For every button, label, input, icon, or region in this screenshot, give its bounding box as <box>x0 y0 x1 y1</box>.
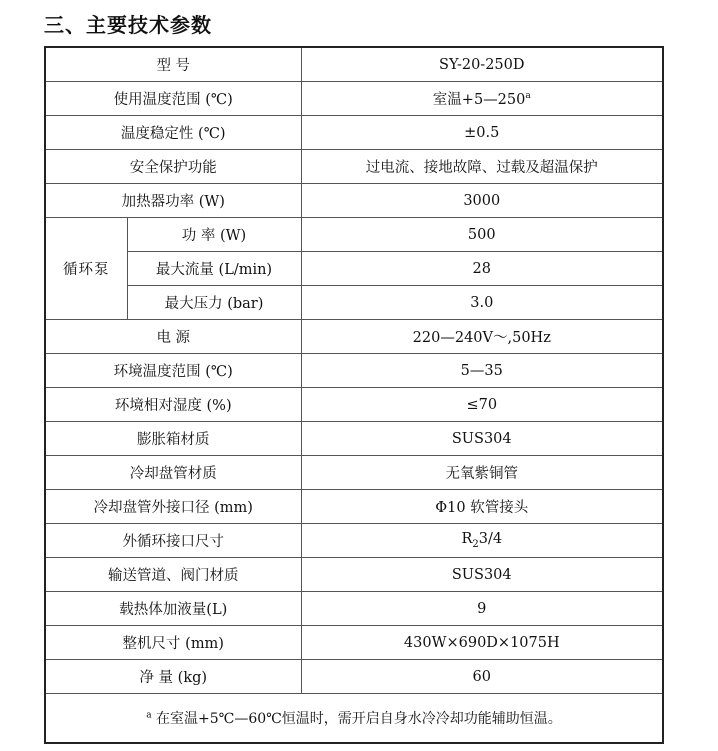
table-row <box>45 218 663 252</box>
spec-table <box>44 46 664 744</box>
table-row <box>45 184 663 218</box>
table-row <box>45 116 663 150</box>
value-text: R <box>461 531 473 548</box>
param-label: 安全保护功能 <box>45 150 301 184</box>
param-value: 9 <box>301 592 663 626</box>
param-label: 最大压力 (bar) <box>127 286 301 320</box>
table-row <box>45 286 663 320</box>
param-label: 电 源 <box>45 320 301 354</box>
param-value: 500 <box>301 218 663 252</box>
param-label: 冷却盘管外接口径 (mm) <box>45 490 301 524</box>
table-row <box>45 422 663 456</box>
param-label: 净 量 (kg) <box>45 660 301 694</box>
footnote-text: 在室温+5℃—60℃恒温时，需开启自身水冷冷却功能辅助恒温。 <box>151 711 562 727</box>
param-value <box>301 524 663 558</box>
param-label: 膨胀箱材质 <box>45 422 301 456</box>
table-row <box>45 490 663 524</box>
param-label: 环境相对湿度 (%) <box>45 388 301 422</box>
value-text: 室温+5—250 <box>432 92 526 108</box>
param-value: 无氧紫铜管 <box>301 456 663 490</box>
footnote-marker: a <box>525 91 531 102</box>
param-value: 28 <box>301 252 663 286</box>
param-label: 温度稳定性 (℃) <box>45 116 301 150</box>
table-row <box>45 456 663 490</box>
value-text-tail: 3/4 <box>478 531 503 548</box>
param-value: 60 <box>301 660 663 694</box>
param-value: 3000 <box>301 184 663 218</box>
param-label: 冷却盘管材质 <box>45 456 301 490</box>
param-label: 环境温度范围 (℃) <box>45 354 301 388</box>
param-value: SY-20-250D <box>301 47 663 82</box>
table-row <box>45 354 663 388</box>
param-value: 3.0 <box>301 286 663 320</box>
param-value: SUS304 <box>301 558 663 592</box>
param-value <box>301 82 663 116</box>
param-value: 220—240V～,50Hz <box>301 320 663 354</box>
table-row <box>45 252 663 286</box>
table-row <box>45 320 663 354</box>
footnote-marker: a <box>146 710 152 721</box>
param-label: 使用温度范围 (℃) <box>45 82 301 116</box>
table-row <box>45 592 663 626</box>
param-value: ≤70 <box>301 388 663 422</box>
param-label: 型 号 <box>45 47 301 82</box>
table-row <box>45 524 663 558</box>
param-label: 输送管道、阀门材质 <box>45 558 301 592</box>
section-heading: 三、主要技术参数 <box>44 13 212 37</box>
table-row <box>45 150 663 184</box>
table-row <box>45 82 663 116</box>
table-row <box>45 47 663 82</box>
table-row <box>45 388 663 422</box>
param-value: SUS304 <box>301 422 663 456</box>
value-subscript: 2 <box>472 538 479 550</box>
param-label: 外循环接口尺寸 <box>45 524 301 558</box>
param-value: ±0.5 <box>301 116 663 150</box>
param-label: 整机尺寸 (mm) <box>45 626 301 660</box>
param-label: 功 率 (W) <box>127 218 301 252</box>
param-value: 过电流、接地故障、过载及超温保护 <box>301 150 663 184</box>
pump-group-label: 循环泵 <box>45 218 127 320</box>
table-row <box>45 660 663 694</box>
param-label: 最大流量 (L/min) <box>127 252 301 286</box>
param-value: Φ10 软管接头 <box>301 490 663 524</box>
param-value: 430W×690D×1075H <box>301 626 663 660</box>
table-row <box>45 558 663 592</box>
footnote-row <box>45 694 663 744</box>
table-row <box>45 626 663 660</box>
param-label: 载热体加液量(L) <box>45 592 301 626</box>
param-label: 加热器功率 (W) <box>45 184 301 218</box>
footnote <box>45 694 663 744</box>
param-value: 5—35 <box>301 354 663 388</box>
